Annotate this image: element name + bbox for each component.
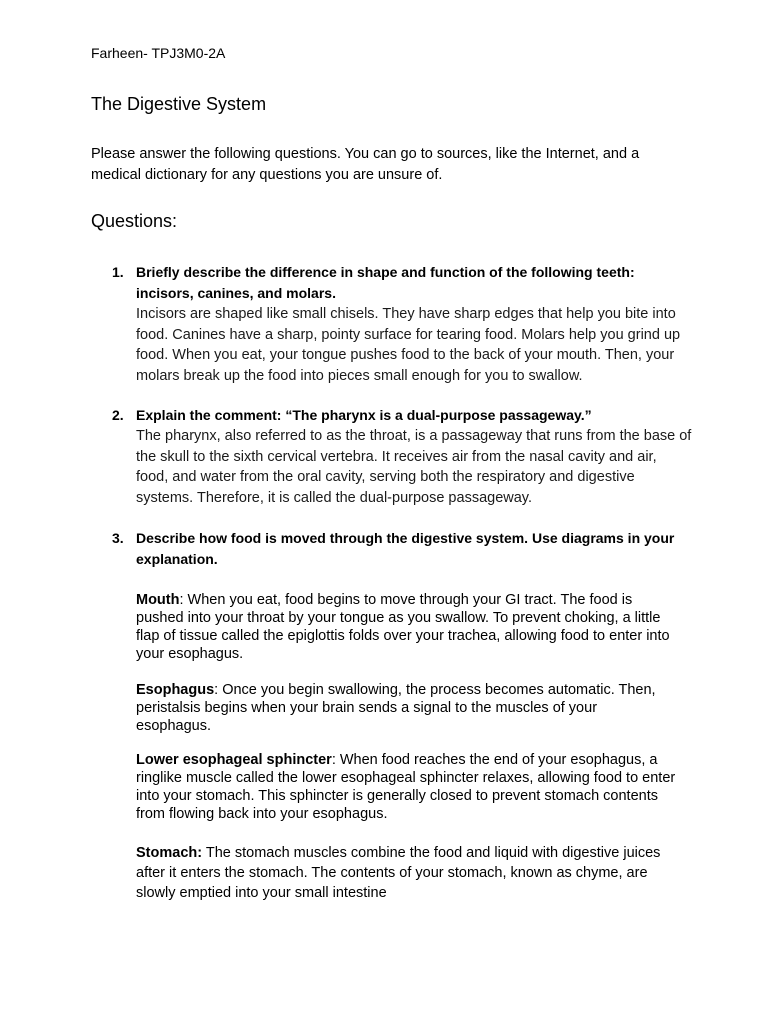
section-stomach <box>136 843 676 903</box>
section-term: Mouth <box>136 592 180 608</box>
section-esophagus <box>136 681 676 735</box>
section-text: Once you begin swallowing, the process becomes automatic. Then, peristalsis begins when your brain sends a signal to the muscles of your esophagus. <box>136 682 656 734</box>
question-text: Explain the comment: “The pharynx is a dual-purpose passageway.” <box>136 407 592 423</box>
question-2 <box>112 405 692 508</box>
question-text: Describe how food is moved through the digestive system. Use diagrams in your explanation. <box>136 530 675 567</box>
section-term: Stomach: <box>136 845 203 861</box>
section-text: When food reaches the end of your esophagus, a ringlike muscle called the lower esophageal sphincter relaxes, allowing food to enter into your stomach. This sphincter is generally closed to prevent stomach contents from flowing back into your esophagus. <box>136 752 676 822</box>
section-sep: : <box>179 592 184 608</box>
question-number: 1. <box>112 264 124 280</box>
document-title: The Digestive System <box>91 94 267 114</box>
section-sep: : <box>331 752 336 768</box>
answer-text: Incisors are shaped like small chisels. They have sharp edges that help you bite into food. Canines have a sharp, pointy surface for tearing food. Molars help you grind up food. When you eat, your tongue pushes food to the back of your mouth. Then, your molars break up the food into pieces small enough for you to swallow. <box>136 306 681 384</box>
question-number: 3. <box>112 530 124 546</box>
question-3 <box>112 528 692 570</box>
question-text: Briefly describe the difference in shape and function of the following teeth: incisors, canines, and molars. <box>136 264 635 301</box>
question-number: 2. <box>112 407 124 423</box>
section-mouth <box>136 591 676 663</box>
section-term: Esophagus <box>136 682 215 698</box>
intro-paragraph: Please answer the following questions. You can go to sources, like the Internet, and a medical dictionary for any questions you are unsure of. <box>91 146 640 183</box>
questions-heading: Questions: <box>91 211 178 231</box>
question-1 <box>112 262 692 386</box>
section-lower-esophageal-sphincter <box>136 751 676 823</box>
section-text: The stomach muscles combine the food and liquid with digestive juices after it enters the stomach. The contents of your stomach, known as chyme, are slowly emptied into your small intestine <box>136 845 661 901</box>
section-term: Lower esophageal sphincter <box>136 752 332 768</box>
section-text: When you eat, food begins to move through your GI tract. The food is pushed into your throat by your tongue as you swallow. To prevent choking, a little flap of tissue called the epiglottis folds over your trachea, allowing food to enter into your esophagus. <box>136 592 670 662</box>
author-class-line: Farheen- TPJ3M0-2A <box>91 45 226 61</box>
section-sep: : <box>214 682 219 698</box>
answer-text: The pharynx, also referred to as the throat, is a passageway that runs from the base of the skull to the sixth cervical vertebra. It receives air from the nasal cavity and air, food, and water from the oral cavity, serving both the respiratory and digestive systems. Therefore, it is called the dual-purpose passageway. <box>136 428 692 506</box>
